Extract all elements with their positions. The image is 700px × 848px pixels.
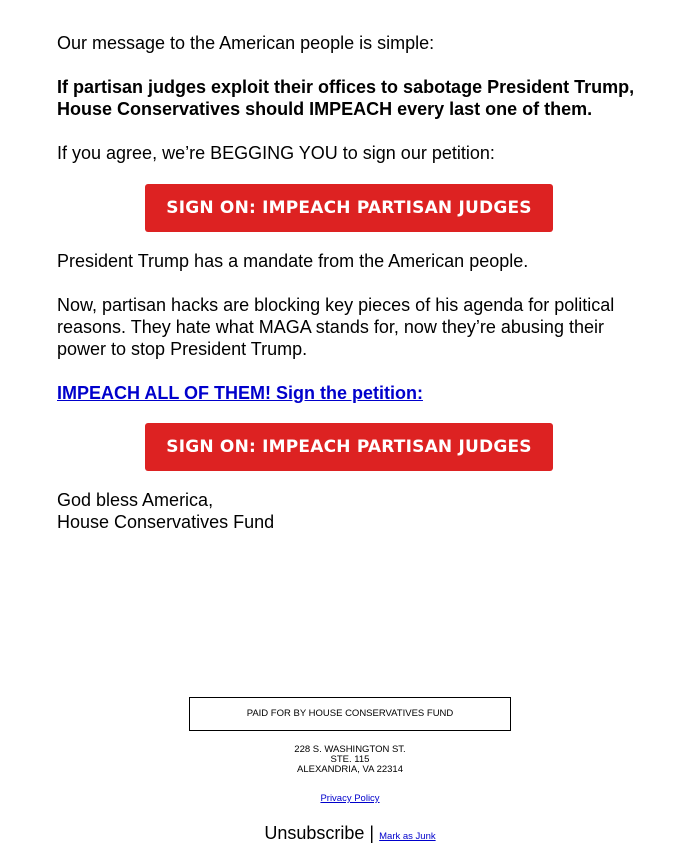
bold-message: If partisan judges exploit their offices to sabotage President Trump, House Conservatives should IMPEACH every last one of them. <box>57 77 635 119</box>
agree-text: If you agree, we’re BEGGING YOU to sign our petition: <box>57 143 495 163</box>
mark-as-junk-link[interactable]: Mark as Junk <box>379 831 436 842</box>
privacy-policy-link[interactable]: Privacy Policy <box>320 793 380 804</box>
cta-wrapper-2 <box>57 423 641 471</box>
address-line-2: STE. 115 <box>330 754 370 765</box>
sign-petition-button-1[interactable]: SIGN ON: IMPEACH PARTISAN JUDGES <box>145 184 553 232</box>
email-footer <box>0 697 700 848</box>
signoff-line-1: God bless America, <box>57 490 214 510</box>
address-line-1: 228 S. WASHINGTON ST. <box>294 744 406 755</box>
unsubscribe-link[interactable]: Unsubscribe <box>264 823 365 843</box>
email-body <box>57 32 647 533</box>
mailing-address <box>0 745 700 775</box>
unsubscribe-row <box>0 822 700 848</box>
signoff-line-2: House Conservatives Fund <box>57 512 275 532</box>
address-line-3: ALEXANDRIA, VA 22314 <box>297 764 403 775</box>
sign-petition-button-2[interactable]: SIGN ON: IMPEACH PARTISAN JUDGES <box>145 423 553 471</box>
cta-wrapper-1 <box>57 184 641 232</box>
separator: | <box>369 823 375 843</box>
intro-text: Our message to the American people is simple: <box>57 33 435 53</box>
mandate-text: President Trump has a mandate from the American people. <box>57 251 529 271</box>
paid-for-disclaimer: PAID FOR BY HOUSE CONSERVATIVES FUND <box>189 697 511 731</box>
hacks-text: Now, partisan hacks are blocking key pieces of his agenda for political reasons. They hate what MAGA stands for, now they’re abusing their power to stop President Trump. <box>57 295 615 359</box>
petition-link[interactable]: IMPEACH ALL OF THEM! Sign the petition: <box>57 383 423 403</box>
